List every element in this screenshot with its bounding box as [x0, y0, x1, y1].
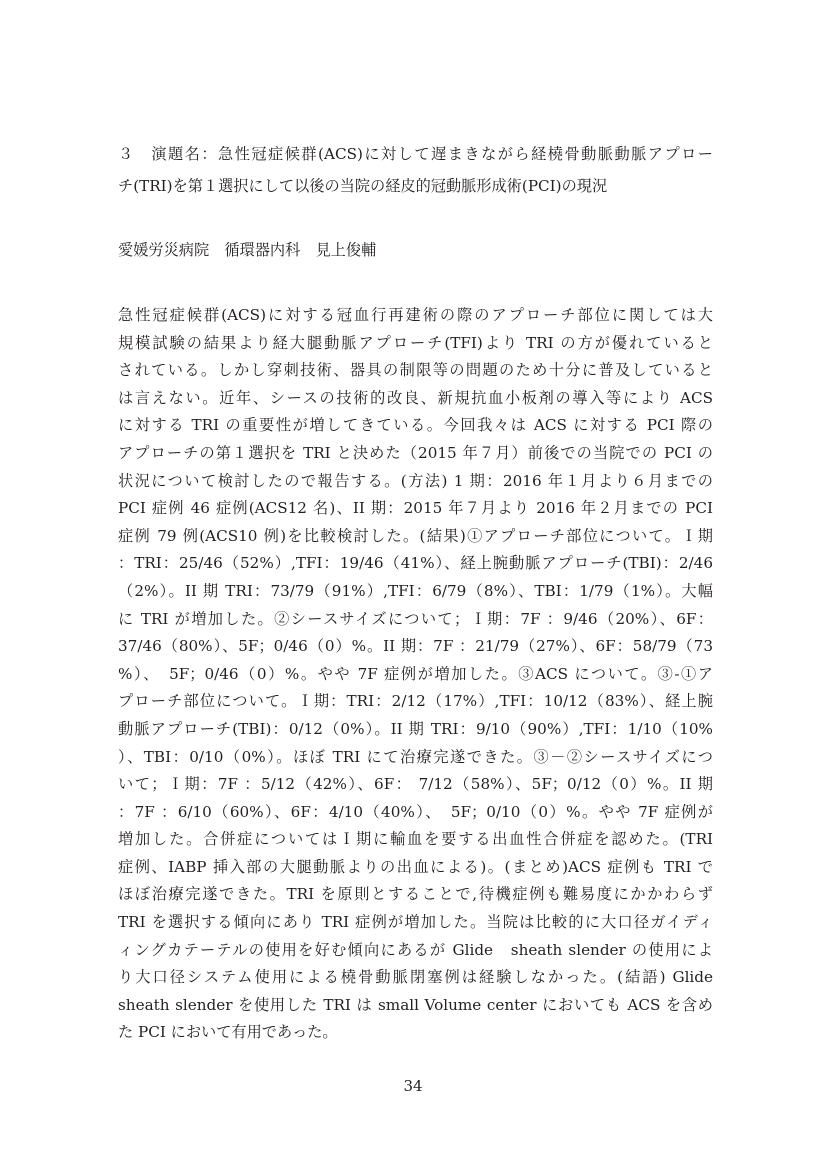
body-line: PCI 症例 46 症例(ACS12 名)、II 期：2015 年７月より 2016 年２月までの PCI [118, 499, 713, 518]
title-line: チ(TRI)を第１選択にして以後の当院の経皮的冠動脈形成術(PCI)の現況 [118, 177, 608, 195]
body-line: プローチ部位について。Ｉ期：TRI：2/12（17%）,TFI：10/12（83%）、経上腕 [118, 692, 713, 711]
body-line: アプローチの第１選択を TRI と決めた（2015 年７月）前後での当院での PCI の [118, 443, 713, 462]
body-line: 37/46（80%）、5F；0/46（0）%。II 期：7F ：21/79（27%）、6F：58/79（73 [118, 637, 713, 656]
body-line: 急性冠症候群(ACS)に対する冠血行再建術の際のアプローチ部位に関しては大 [118, 306, 713, 324]
page-number: 34 [403, 1077, 423, 1095]
body-line: %）、 5F；0/46（0）%。やや 7F 症例が増加した。③ACS について。③-①ア [118, 664, 713, 683]
body-line: 動脈アプローチ(TBI)：0/12（0%）。II 期 TRI：9/10（90%）,TFI：1/10（10% [118, 719, 713, 738]
body-line: 規模試験の結果より経大腿動脈アプローチ(TFI)より TRI の方が優れていると [118, 333, 713, 352]
abstract-title [118, 138, 713, 202]
title-line: ３ 演題名：急性冠症候群(ACS)に対して遅まきながら経橈骨動脈動脈アプロー [118, 145, 713, 163]
body-line: されている。しかし穿刺技術、器具の制限等の問題のため十分に普及していると [118, 361, 713, 380]
body-line: 増加した。合併症についてはＩ期に輸血を要する出血性合併症を認めた。(TRI [118, 830, 713, 849]
author-affiliation: 愛媛労災病院 循環器内科 見上俊輔 [118, 241, 377, 259]
body-line: 状況について検討したので報告する。(方法) 1 期：2016 年１月より６月までの [118, 471, 713, 490]
body-line: に対する TRI の重要性が増してきている。今回我々は ACS に対する PCI 際の [118, 416, 713, 435]
body-line: ：TRI：25/46（52%）,TFI：19/46（41%）、経上腕動脈アプローチ(TBI)：2/46 [118, 554, 713, 573]
body-line: に TRI が増加した。②シースサイズについて；Ｉ期：7F ：9/46（20%）、6F： [118, 609, 713, 628]
body-line: ほぼ治療完遂できた。TRI を原則とすることで,待機症例も難易度にかかわらず [118, 885, 713, 904]
body-line: 症例 79 例(ACS10 例)を比較検討した。(結果)①アプローチ部位について。Ｉ期 [118, 526, 713, 545]
body-line: は言えない。近年、シースの技術的改良、新規抗血小板剤の導入等により ACS [118, 388, 713, 407]
body-line: ：7F ：6/10（60%）、6F：4/10（40%）、 5F；0/10（0）%。やや 7F 症例が [118, 802, 713, 821]
body-line: sheath slender を使用した TRI は small Volume center においても ACS を含め [118, 995, 713, 1014]
body-line: TRI を選択する傾向にあり TRI 症例が増加した。当院は比較的に大口径ガイディ [118, 913, 713, 932]
abstract-page [118, 138, 713, 1047]
body-line: いて；Ｉ期：7F ：5/12（42%）、6F： 7/12（58%）、5F；0/12（0）%。II 期 [118, 775, 713, 794]
body-line: ）、TBI：0/10（0%）。ほぼ TRI にて治療完遂できた。③－②シースサイズにつ [118, 747, 713, 766]
body-line: ィングカテーテルの使用を好む傾向にあるが Glide sheath slender の使用によ [118, 940, 713, 959]
body-line: り大口径システム使用による橈骨動脈閉塞例は経験しなかった。(結語) Glide [118, 968, 713, 987]
body-line: （2%）。II 期 TRI：73/79（91%）,TFI：6/79（8%）、TBI：1/79（1%）。大幅 [118, 581, 713, 600]
body-line: 症例、IABP 挿入部の大腿動脈よりの出血による)。(まとめ)ACS 症例も TRI で [118, 857, 713, 876]
body-line: た PCI において有用であった。 [118, 1023, 338, 1042]
abstract-body [118, 302, 713, 1047]
